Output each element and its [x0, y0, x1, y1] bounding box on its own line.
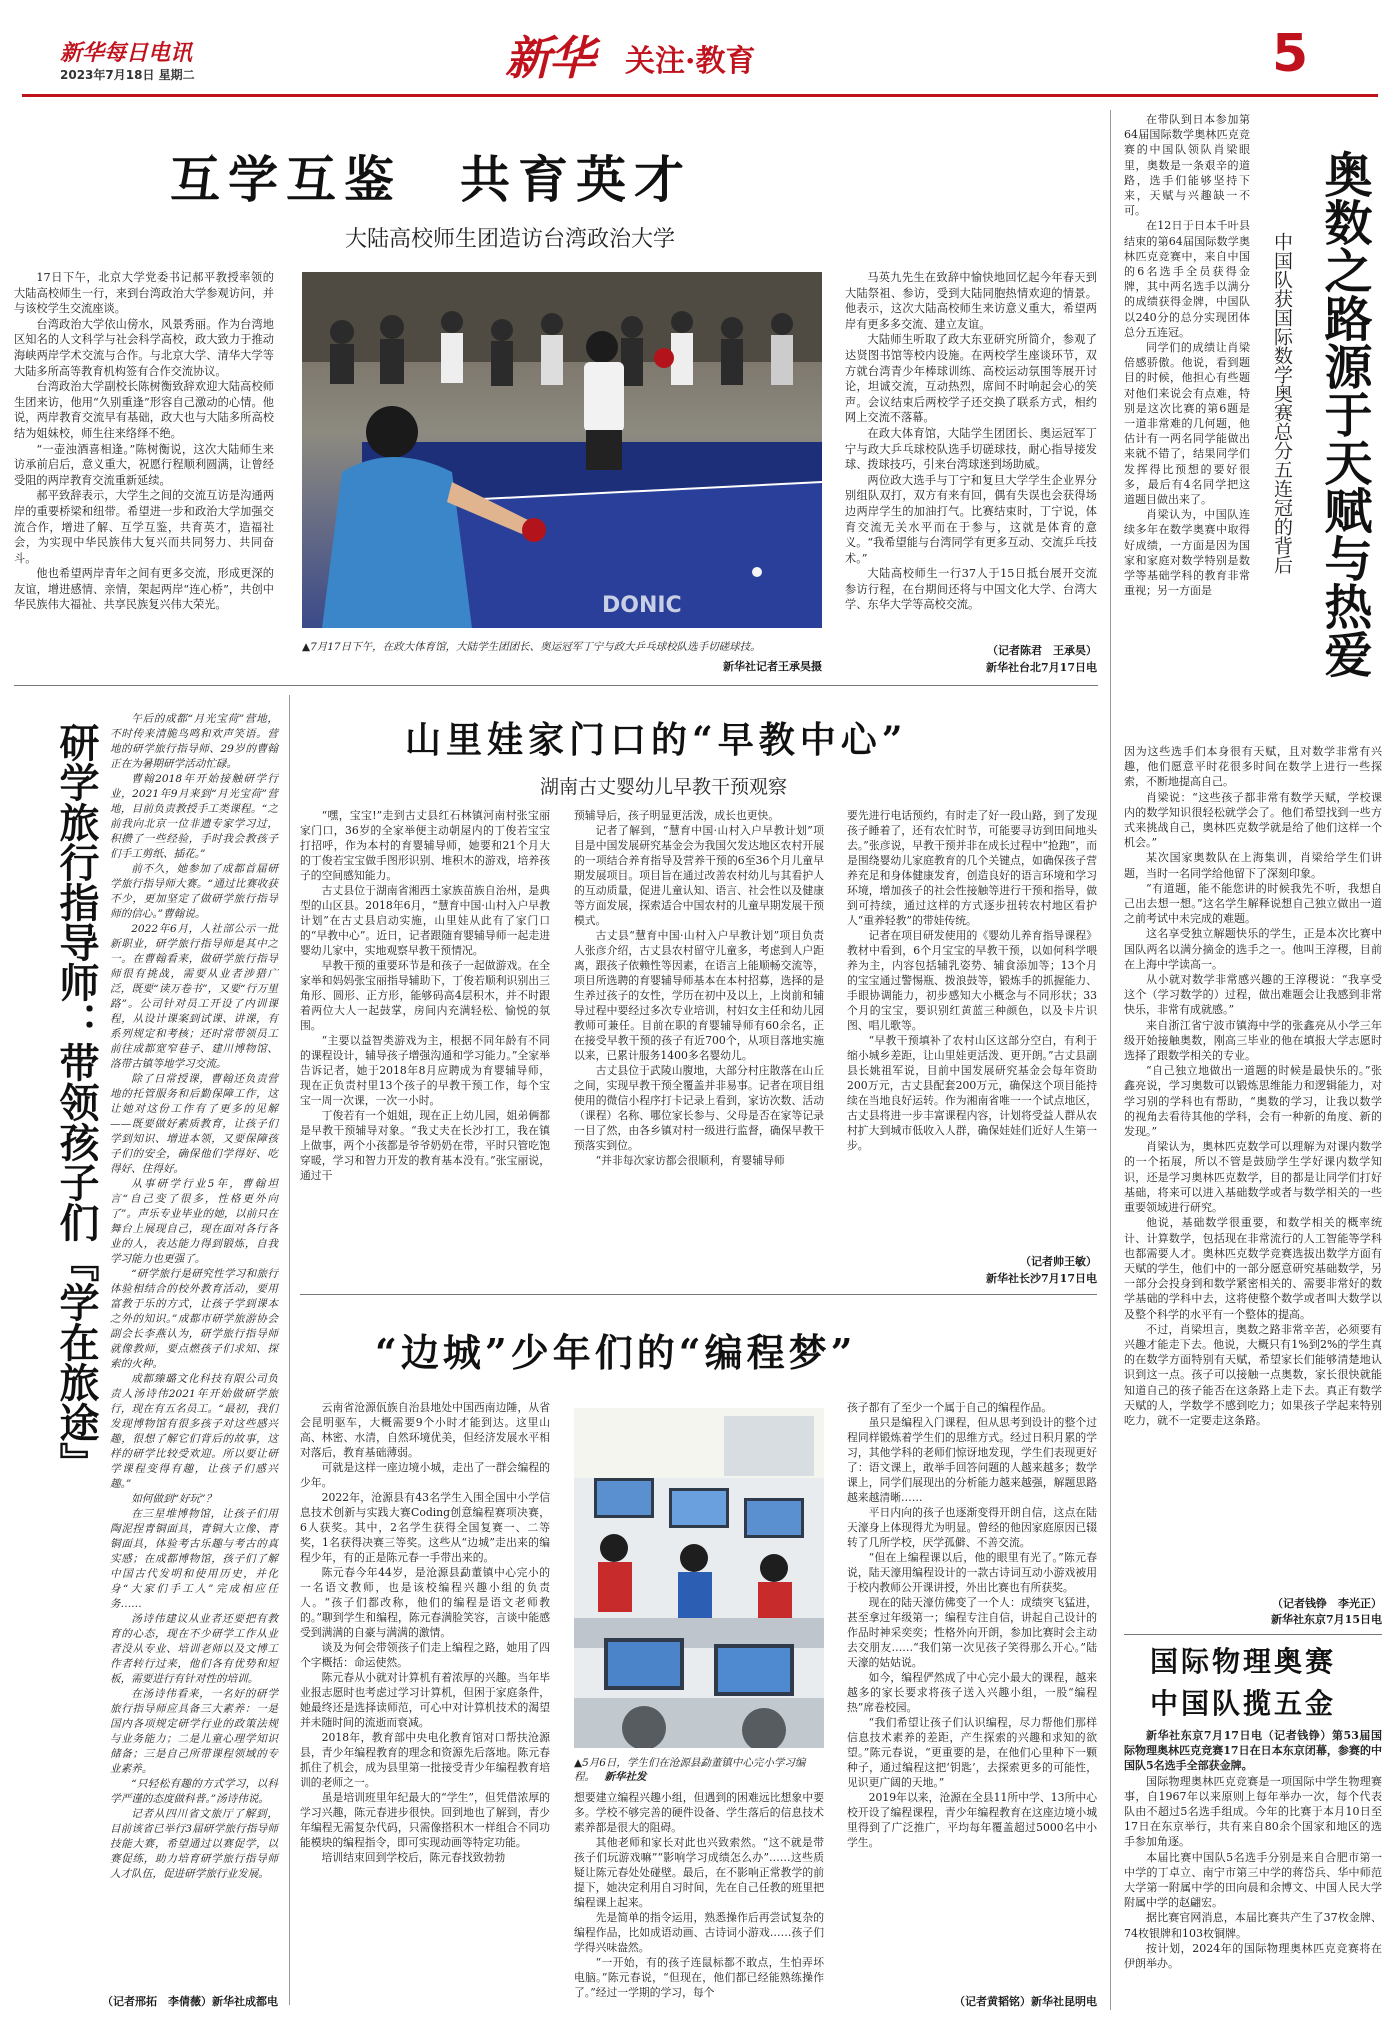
paragraph: 汤诗伟建议从业者还要把有教育的心态，现在不少研学工作从业者没从专业、培训老师以及文博工作者转行过来，他们各有优势和短板，需要进行有针对性的培训。	[110, 1613, 278, 1685]
article3-byline: （记者邢拓 李倩薇）新华社成都电	[102, 1995, 278, 2008]
paragraph: 他也希望两岸青年之间有更多交流，形成更深的友谊，增进感情、亲情，架起两岸“连心桥”，共创中华民族伟大福祉、共享民族复兴伟大荣光。	[14, 567, 274, 612]
paragraph: 肖梁认为，中国队连续多年在数学奥赛中取得好成绩，一方面是因为国家和家庭对数学特别是数学等基础学科的教育非常重视；另一方面是	[1124, 508, 1250, 598]
paragraph: 台湾政治大学依山傍水，风景秀丽。作为台湾地区知名的人文科学与社会科学高校，政大致力于推动海峡两岸学术交流与合作。与北京大学、清华大学等大陆多所高等教育机构签有合作交流协议。	[14, 317, 274, 378]
paragraph: 2018年，教育部中央电化教育馆对口帮扶沧源县，青少年编程教育的理念和资源先后落地。陈元春抓住了机会，成为县里第一批接受青少年编程教育培训的老师之一。	[300, 1731, 550, 1789]
paragraph: 国际物理奥林匹克竞赛是一项国际中学生物理赛事，自1967年以来原则上每年举办一次，每个代表队由不超过5名选手组成。今年的比赛于本月10日至17日在东京举行，共有来自80余个国家和地区的选手参加角逐。	[1124, 1774, 1382, 1849]
paragraph: 记者从四川省文旅厅了解到，目前该省已举行3届研学旅行指导师技能大赛，希望通过以赛促学，以赛促练，助力培育研学旅行指导师人才队伍，促进研学旅行业发展。	[110, 1808, 278, 1880]
page-number: 5	[1272, 24, 1309, 84]
paragraph: “早教干预填补了农村山区这部分空白，有利于缩小城乡差距，让山里娃更活泼、更开朗。”古丈县副县长姚祖军说，目前中国发展研究基金会每年资助200万元，古丈县配套200万元，确保这个项目能持续在当地良好运转。作为湘南省唯一一个试点地区，古丈县将进一步丰富课程内容，计划将受益人群从农村扩大到城市低收入人群，确保娃娃们近好人生第一步。	[847, 1034, 1097, 1152]
paragraph: 大陆师生听取了政大东亚研究所简介，参观了达贤图书馆等校内设施。在两校学生座谈环节，双方就台湾青少年棒球训练、高校运动氛围等展开讨论，坦诚交流，互动热烈，席间不时响起会心的笑声。会议结束后两校学子还交换了联系方式，相约网上交流不落幕。	[845, 333, 1097, 425]
paragraph: 2019年以来，沧源在全县11所中学、13所中心校开设了编程课程，青少年编程教育在这座边境小城里得到了广泛推广，平均每年覆盖超过5000名中小学生。	[847, 1791, 1097, 1849]
coding-class-illustration	[574, 1408, 824, 1748]
paragraph: 培训结束回到学校后，陈元春找致勃勃	[321, 1851, 506, 1864]
section-logo: 新华	[505, 31, 593, 85]
paragraph: 在带队到日本参加第64届国际数学奥林匹克竞赛的中国队领队肖梁眼里，奥数是一条艰辛的道路，选手们能够坚持下来，天赋与兴趣缺一不可。	[1124, 113, 1250, 218]
article2-subtitle: 中国队获国际数学奥赛总分五连冠的背后	[1271, 232, 1293, 574]
paragraph: 本届比赛中国队5名选手分别是来自合肥市第一中学的丁卓立、南宁市第三中学的蒋岱兵、华中师范大学第一附属中学的田向晨和余博文、中国人民大学附属中学的赵翩宏。	[1124, 1850, 1382, 1910]
paragraph: 2022年，沧源县有43名学生入围全国中小学信息技术创新与实践大赛Coding创意编程赛项决赛，6人获奖。其中，2名学生获得全国复赛一、二等奖，1名获得决赛三等奖。这些从“边城”走出来的编程少年，有的正是陈元春一手带出来的。	[300, 1491, 550, 1564]
paragraph: 平日内向的孩子也逐渐变得开朗自信，这点在陆天濠身上体现得尤为明显。曾经的他因家庭原因已辍转了几所学校，厌学孤僻、不善交流。	[847, 1506, 1097, 1549]
paragraph: 丁俊若有一个姐姐，现在正上幼儿园，姐弟俩都是早教干预辅导对象。“我丈夫在长沙打工，我在镇上做事，两个小孩都是爷爷奶奶在带，平时只管吃饱穿暖，学习和智力开发的教育基本没有。”张宝丽说，通过干	[300, 1109, 550, 1182]
paragraph: 他说，基础数学很重要，和数学相关的概率统计、计算数学，包括现在非常流行的人工智能等学科也都需要人才。奥林匹克数学竞赛选拔出数学方面有天赋的学生，他们中的一部分愿意研究基础数学，另一部分会投身到和数学紧密相关的、需要非常好的数学基础的学科中去，这将使整个数学或者叫大数学以及整个科学的水平有一个整体的提高。	[1124, 1216, 1382, 1321]
paragraph: 要先进行电话预约，有时走了好一段山路，到了发现孩子睡着了，还有农忙时节，可能要寻访到田间地头去。”张彦说，早教干预并非在成长过程中“抢跑”，而是围绕婴幼儿家庭教育的几个关键点，如确保孩子营养充足和身体健康发育，创造良好的语言环境和学习环境，增加孩子的社会性接触等进行干预和指导，做到可持续，通过这样的方式逐步扭转农村地区看护人“重养轻教”的带娃传统。	[847, 809, 1097, 927]
paragraph: 现在的陆天濠仿佛变了一个人：成绩突飞猛进，甚至拿过年级第一；编程专注自信，讲起自己设计的作品时神采奕奕；性格外向开朗，参加比赛时会主动去交朋友……“我们第一次见孩子笑得那么开心。”陆天濠的姑姑说。	[847, 1596, 1097, 1669]
article4-column-2	[574, 808, 824, 1168]
paragraph: 据比赛官网消息，本届比赛共产生了37枚金牌、74枚银牌和103枚铜牌。	[1124, 1911, 1382, 1940]
article2-main-text	[1124, 744, 1382, 1428]
paragraph: 两位政大选手与丁宁和复旦大学学生企业界分别组队双打，双方有来有回，偶有失误也会获得场边两岸学生的加油打气。比赛结束时，丁宁说，体育交流无关水平而在于参与，这就是体育的意义。“我希望能与台湾同学有更多互动、交流乒乓技术。”	[845, 473, 1097, 565]
paragraph: “一开始，有的孩子连鼠标都不敢点，生怕弄坏电脑。”陈元春说，“但现在，他们都已经能熟练操作了。”经过一学期的学习，每个	[574, 1956, 824, 1999]
paragraph: 在12日于日本千叶县结束的第64届国际数学奥林匹克竞赛中，来自中国的6名选手全员获得金牌，其中两名选手以满分的成绩获得金牌，中国队以240分的总分实现团体总分五连冠。	[1124, 219, 1250, 339]
paragraph: 先是简单的指令运用，熟悉操作后再尝试复杂的编程作品，比如成语动画、古诗词小游戏……孩子们学得兴味盎然。	[574, 1911, 824, 1954]
paragraph: 古丈县位于湖南省湘西土家族苗族自治州，是典型的山区县。2018年6月，“慧育中国·山村入户早教计划”在古丈县启动实施，山里娃从此有了家门口的“早教中心”。近日，记者跟随育婴辅导师一起走进婴幼儿家中，实地观察早教干预情况。	[300, 884, 550, 957]
paragraph: 陈元春从小就对计算机有着浓厚的兴趣。当年毕业报志愿时也考虑过学习计算机，但困于家庭条件，她最终还是选择读师范，可心中对计算机技术的渴望并未随时间的流逝而衰减。	[300, 1671, 550, 1729]
paragraph: 想要建立编程兴趣小组，但遇到的困难远比想象中要多。学校不够完善的硬件设备、学生落后的信息技术素养都是很大的阻碍。	[574, 1791, 824, 1834]
article1-byline-place: 新华社台北7月17日电	[986, 661, 1097, 674]
paragraph: 其他老师和家长对此也兴致索然。“这不就是带孩子们玩游戏嘛”“影响学习成绩怎么办”……这些质疑让陈元春处处碰壁。最后，在不影响正常教学的前提下，她决定利用自习时间，先在自己任教的班里把编程课上起来。	[574, 1836, 824, 1909]
article4-byline-place: 新华社长沙7月17日电	[986, 1272, 1097, 1285]
paragraph: 可就是这样一座边境小城，走出了一群会编程的少年。	[300, 1461, 550, 1489]
coding-class-photo	[574, 1408, 824, 1748]
paragraph: 午后的成都“月光宝荷”营地，不时传来清脆鸟鸣和欢声笑语。营地的研学旅行指导师、29岁的曹翰正在为暑期研学活动忙碌。	[110, 713, 278, 770]
paragraph: 从事研学行业5年，曹翰坦言“自己变了很多，性格更外向了”。声乐专业毕业的她，以前只在舞台上展现自己，现在面对各行各业的人，表达能力得到锻炼，自我学习能力也更强了。	[110, 1178, 278, 1265]
paragraph: 谈及为何会带领孩子们走上编程之路，她用了四个字概括：命运使然。	[300, 1641, 550, 1669]
paragraph: 虽只是编程入门课程，但从思考到设计的整个过程同样锻炼着学生们的思维方式。经过日积月累的学习，其他学科的老师们惊讶地发现，学生们表现更好了：语文课上，敢举手回答问题的人越来越多；数学课上，同学们展现出的分析能力越来越强，解题思路越来越清晰……	[847, 1416, 1097, 1504]
photo1-caption: ▲7月17日下午，在政大体育馆，大陆学生团团长、奥运冠军丁宁与政大乒乓球校队选手切磋球技。	[302, 641, 761, 653]
issue-date: 2023年7月18日 星期二	[60, 68, 195, 82]
article4-byline-author: （记者帅王敏）	[1020, 1255, 1097, 1268]
paragraph: “有道题，能不能您讲的时候我先不听，我想自己出去想一想。”这名学生解释说想自己独立做出一道之前考试中未完成的难题。	[1124, 881, 1382, 926]
article3-title: 研学旅行指导师：带领孩子们『学在旅途』	[53, 722, 100, 1482]
paragraph: “只轻松有趣的方式学习，以科学严谨的态度做科普。”汤诗伟说。	[110, 1778, 278, 1805]
paragraph: 除了日常授课，曹翰还负责营地的托管服务和后勤保障工作，这让她对这份工作有了更多的见解——既要做好素质教育，让孩子们学到知识、增进本领，又要保障孩子们的安全，确保他们学得好、吃得好、住得好。	[110, 1073, 278, 1175]
right-column-divider	[1110, 110, 1111, 2010]
photo2-caption-text: ▲5月6日，学生们在沧源县勐董镇中心完小学习编程。	[574, 1757, 806, 1783]
paragraph: 在汤诗伟看来，一名好的研学旅行指导师应具备三大素养：一是国内各项规定研学行业的政策法规与业务能力；二是儿童心理学知识储备；三是自己所带课程领域的专业素养。	[110, 1688, 278, 1775]
paragraph: 马英九先生在致辞中愉快地回忆起今年春天到大陆祭祖、参访，受到大陆同胞热情欢迎的情景。他表示，这次大陆高校师生来访意义重大，希望两岸有更多多交流、建立友谊。	[845, 271, 1097, 331]
photo2-credit: 新华社发	[604, 1771, 647, 1783]
paragraph: 陈元春今年44岁，是沧源县勐董镇中心完小的一名语文教师，也是该校编程兴趣小组的负责人。“孩子们都改称，他们的编程是语文老师教的。”聊到学生和编程，陈元春满脸笑容，言谈中能感受到满满的自豪与满满的激情。	[300, 1566, 550, 1639]
paragraph: 孩子都有了至少一个属于自己的编程作品。	[847, 1401, 1053, 1414]
paragraph: 从小就对数学非常感兴趣的王淳稷说：“我享受这个（学习数学的）过程，做出难题会让我感到非常快乐，非常有成就感。”	[1124, 973, 1382, 1017]
paragraph: 云南省沧源佤族自治县地处中国西南边陲，从省会昆明驱车，大概需要9个小时才能到达。这里山高、林密、水清，自然环境优美，但经济发展水平相对落后，教育基础薄弱。	[300, 1401, 550, 1459]
article4-subtitle: 湖南古丈婴幼儿早教干预观察	[540, 776, 788, 798]
paragraph: 不过，肖梁坦言，奥数之路非常辛苦，必须要有兴趣才能走下去。他说，大概只有1%到2%的学生真的在数学方面特别有天赋，希望家长们能够清楚地认识到这一点。孩子可以接触一点奥数，家长很快就能知道自己的孩子能否在这条路上走下去。真正有数学天赋的人，学数学不感到吃力；如果孩子学起来特别吃力，就不一定要走这条路。	[1124, 1322, 1382, 1427]
left-column-divider	[289, 695, 290, 2005]
paragraph: “但在上编程课以后，他的眼里有光了。”陈元春说，陆天濠用编程设计的一款古诗词互动小游戏被用于校内教师公开课讲授，外出比赛也有所获奖。	[847, 1551, 1097, 1594]
paragraph: 如今，编程俨然成了中心完小最大的课程，越来越多的家长要求将孩子送入兴趣小组，一股“编程热”席卷校园。	[847, 1671, 1097, 1714]
article6-title-line1: 国际物理奥赛	[1150, 1645, 1337, 1678]
section-name: 关注·教育	[625, 44, 756, 79]
net-brand-mark: DONIC	[602, 593, 682, 618]
paragraph: 记者在项目研发使用的《婴幼儿养育指导课程》教材中看到，6个月宝宝的早教干预，以如何科学喂养为主，内容包括辅乳姿势、辅食添加等；13个月的宝宝通过警惕瓶、拨浪鼓等，锻炼手的抓握能力、手眼协调能力，初步感知大小概念与不同形状；33个月的宝宝，要识别红黄蓝三种颜色，以及卡片识图、唱儿歌等。	[847, 929, 1097, 1032]
paragraph: 来自浙江省宁波市镇海中学的张鑫亮从小学三年级开始接触奥数，刚高三毕业的他在填报大学志愿时选择了跟数学相关的专业。	[1124, 1018, 1382, 1063]
paragraph: 大陆高校师生一行37人于15日抵台展开交流参访行程，在台期间还将与中国文化大学、台湾大学、东华大学等高校交流。	[845, 567, 1097, 612]
paragraph: 成都臻璐文化科技有限公司负责人汤诗伟2021年开始做研学旅行，现在有五名员工。“最初，我们发现博物馆有很多孩子对这些感兴趣，很想了解它们背后的故事，这样的研学比较受欢迎。所以要让研学课程变得有趣，让孩子们感兴趣。”	[110, 1373, 278, 1490]
paragraph: 郝平致辞表示，大学生之间的交流互访是沟通两岸的重要桥梁和纽带。希望进一步和政治大学加强交流合作，增进了解、互学互鉴，共育英才，造福社会，为实现中华民族伟大复兴而共同努力、共同奋斗。	[14, 489, 274, 565]
paragraph: 这名享受独立解题快乐的学生，正是本次比赛中国队两名以满分摘金的选手之一。他叫王淳稷，目前在上海中学读高一。	[1124, 927, 1382, 971]
article1-byline-author: （记者陈君 王承昊）	[987, 644, 1097, 657]
article5-column-2	[574, 1790, 824, 2000]
paragraph: 新华社东京7月17日电（记者钱铮）第53届国际物理奥林匹克竞赛17日在日本东京闭幕，参赛的中国队5名选手全部获金牌。	[1124, 1729, 1382, 1773]
paragraph: 虽是培训班里年纪最大的“学生”，但凭借浓厚的学习兴趣，陈元春进步很快。回到地也了解到，青少年编程无需复杂代码，只需像搭积木一样组合不同功能模块的编程指令，即可实现动画等特定功能。	[300, 1791, 550, 1849]
paragraph: 如何做到“好玩”？	[131, 1493, 217, 1505]
paragraph: 17日下午，北京大学党委书记郝平教授率领的大陆高校师生一行，来到台湾政治大学参观访问，并与该校学生交流座谈。	[14, 271, 274, 316]
article4-bottom-rule	[300, 1294, 1097, 1295]
paragraph: 因为这些选手们本身很有天赋，且对数学非常有兴趣，他们愿意平时花很多时间在数学上进行一些探索，不断地提高自己。	[1124, 745, 1382, 789]
article6-text	[1124, 1728, 1382, 1971]
paragraph: 古丈县位于武陵山腹地，大部分村庄散落在山丘之间，实现早教干预全覆盖并非易事。记者在项目组使用的微信小程序打卡记录上看到，家访次数、活动（课程）名称、哪位家长参与、父母是否在家等记录一目了然，由各乡镇对村一级进行监督，确保早教干预落实到位。	[574, 1064, 824, 1152]
article2-byline-author: （记者钱铮 李光正）	[1272, 1597, 1382, 1610]
paragraph: 前不久，她参加了成都首届研学旅行指导师大赛。“通过比赛收获不少，更加坚定了做研学旅行指导师的信心。”曹翰说。	[110, 863, 278, 920]
paragraph: 肖梁认为，奥林匹克数学可以理解为对课内数学的一个拓展，所以不管是鼓励学生学好课内数学知识，还是学习奥林匹克数学，目的都是让同学们打好基础，将来可以进入基础数学或者与数学相关的一些重要领域进行研究。	[1124, 1140, 1382, 1215]
article5-title: “边城”少年们的“编程梦”	[375, 1330, 857, 1375]
article6-title-line2: 中国队揽五金	[1150, 1687, 1337, 1720]
masthead	[0, 0, 1397, 92]
paragraph: “嘿，宝宝!”走到古丈县红石林镇河南村张宝丽家门口，36岁的全家举便主动朝屋内的丁俊若宝宝打招呼，作为本村的育婴辅导师，她要和21个月大的丁俊若宝宝做手图形识别、堆积木的游戏，培养孩子的空间感知能力。	[300, 809, 550, 882]
paragraph: 预辅导后，孩子明显更活泼，成长也更快。	[574, 809, 780, 822]
paragraph: “研学旅行是研究性学习和旅行体验相结合的校外教育活动，要用富教于乐的方式，让孩子学到课本之外的知识。”成都市研学旅游协会副会长李燕认为，研学旅行指导师就像教师，要点燃孩子们求知、探索的火种。	[110, 1268, 278, 1370]
article1-column-1	[14, 270, 274, 613]
article4-column-3	[847, 808, 1097, 1153]
paragraph: 古丈县“慧育中国·山村入户早教计划”项目负责人张彦介绍，古丈县农村留守儿童多，考虑到人户距离，跟孩子依赖性等因素，在语言上能顺畅交流等，项目所选聘的育婴辅导师基本在本村招募，选择的是生养过孩子的女性，学历在初中及以上，上岗前和辅导过程中要经过多次专业培训，村妇女主任和幼儿园教师可兼任。目前在职的育婴辅导师有60余名，正在接受早教干预的孩子有近700个，从项目落地实施以来，已累计服务1400多名婴幼儿。	[574, 929, 824, 1062]
article5-column-1	[300, 1400, 550, 1865]
article6-top-rule	[1124, 1634, 1382, 1635]
article4-column-1	[300, 808, 550, 1183]
photo1-credit: 新华社记者王承昊摄	[723, 660, 822, 673]
paragraph: 记者了解到，“慧育中国·山村入户早教计划”项目是中国发展研究基金会为我国欠发达地区农村开展的一项结合养育指导及营养干预的6至36个月儿童早期发展项目。项目旨在通过改善农村幼儿与其看护人的互动质量，促进儿童认知、语言、社会性以及健康等方面发展，探索适合中国农村的儿童早期发展干预模式。	[574, 824, 824, 927]
article5-byline: （记者黄韬铭）新华社昆明电	[954, 1995, 1097, 2008]
paragraph: 曹翰2018年开始接触研学行业，2021年9月来到“月光宝荷”营地，目前负责教授手工类课程。“之前我向北京一位非遗专家学习过，积攒了一些经验，手时我会教孩子们手工剪纸、插花。”	[110, 773, 278, 860]
paragraph: 肖梁说：“这些孩子都非常有数学天赋，学校课内的数学知识很轻松就学会了。他们希望找到一些方式来挑战自己，奥林匹克数学就是给了他们这样一个机会。”	[1124, 790, 1382, 850]
article2-title: 奥数之路源于天赋与热爱	[1316, 150, 1372, 678]
table-tennis-illustration	[302, 272, 822, 628]
paragraph: “主要以益智类游戏为主，根据不同年龄有不同的课程设计，辅导孩子增强沟通和学习能力。”全家举告诉记者，她于2018年8月应聘成为育婴辅导师，现在正负责村里13个孩子的早教干预工作，每个宝宝一周一次课，一次一小时。	[300, 1034, 550, 1107]
paragraph: “一壶浊酒喜相逢。”陈树衡说，这次大陆师生来访承前启后，意义重大，祝愿行程顺利圆满，让曾经受阻的两岸教育交流重新延续。	[14, 442, 274, 487]
table-tennis-photo	[302, 272, 822, 628]
paragraph: “并非每次家访都会很顺利，育婴辅导师	[595, 1154, 785, 1167]
paragraph: 早教干预的重要环节是和孩子一起做游戏。在全家举和妈妈张宝丽指导辅助下，丁俊若顺利识别出三角形、圆形、正方形，能够码高4层积木，并不时跟着两位大人一起鼓掌，房间内充满轻松、愉悦的氛围。	[300, 959, 550, 1032]
paper-logo: 新华每日电讯	[60, 40, 193, 66]
paragraph: 按计划，2024年的国际物理奥林匹克竞赛将在伊朗举办。	[1124, 1941, 1382, 1971]
paragraph: “我们希望让孩子们认识编程，尽力帮他们那样信息技术素养的差距，产生探索的兴趣和求知的欲望。”陈元春说，“更重要的是，在他们心里种下一颗种子，通过编程这把‘钥匙’，去探索更多的可能性，见识更广阔的天地。”	[847, 1716, 1097, 1789]
article5-column-3	[847, 1400, 1097, 1850]
paragraph: “自己独立地做出一道题的时候是最快乐的。”张鑫亮说，学习奥数可以锻炼思维能力和逻辑能力，对学习别的学科也有帮助，“奥数的学习，让我以数学的视角去看待其他的学科，会有一种新的角度、新的发现。”	[1124, 1064, 1382, 1139]
article3-text	[14, 712, 278, 1982]
article1-title: 互学互鉴 共育英才	[170, 150, 692, 209]
article2-top-text	[1124, 112, 1250, 599]
article1-bottom-rule	[14, 685, 1098, 686]
paragraph: 同学们的成绩让肖梁倍感骄傲。他说，看到题目的时候，他担心有些题对他们来说会有点难，特别是这次比赛的第6题是一道非常难的几何题，他估计有一两名同学能做出来就不错了，结果同学们发挥得比预想的要好很多，最后有4名同学把这道题目做出来了。	[1124, 341, 1250, 507]
paragraph: 在三星堆博物馆，让孩子们用陶泥捏青铜面具，青铜大立像、青铜面具，体验考古乐趣与考古的真实感；在成都博物馆，孩子们了解中国古代发明和使用历史，并化身“大家们手工人”完成相应任务……	[110, 1508, 278, 1610]
masthead-rule	[22, 94, 1378, 97]
paragraph: 某次国家奥数队在上海集训，肖梁给学生们讲题，当时一名同学给他留下了深刻印象。	[1124, 851, 1382, 880]
paragraph: 在政大体育馆，大陆学生团团长、奥运冠军丁宁与政大乒乓球校队选手切磋球技，耐心指导接发球、拨球技巧，引来台湾球迷到场助威。	[845, 426, 1097, 472]
article2-byline-place: 新华社东京7月15日电	[1271, 1613, 1382, 1626]
paragraph: 2022年6月，人社部公示一批新职业，研学旅行指导师是其中之一。在曹翰看来，做研学旅行指导师很有挑战，需要从业者涉猎广泛，既要“读万卷书”，又要“行万里路”。公司针对员工开设了内训课程，从设计课案到试课、讲课，有系列规定和考核；还时常带领员工前往成都宽窄巷子、建川博物馆、洛带古镇等地学习交流。	[110, 923, 278, 1070]
article1-column-2	[845, 270, 1097, 613]
article1-subtitle: 大陆高校师生团造访台湾政治大学	[345, 227, 676, 252]
photo2-caption	[574, 1756, 824, 1784]
article4-title: 山里娃家门口的“早教中心”	[405, 719, 908, 761]
paragraph: 台湾政治大学副校长陈树衡致辞欢迎大陆高校师生团来访，他用“久别重逢”形容自己激动的心情。他说，两岸教育交流早有基础，政大也与大陆多所高校结为姐妹校，师生往来络绎不绝。	[14, 380, 274, 440]
